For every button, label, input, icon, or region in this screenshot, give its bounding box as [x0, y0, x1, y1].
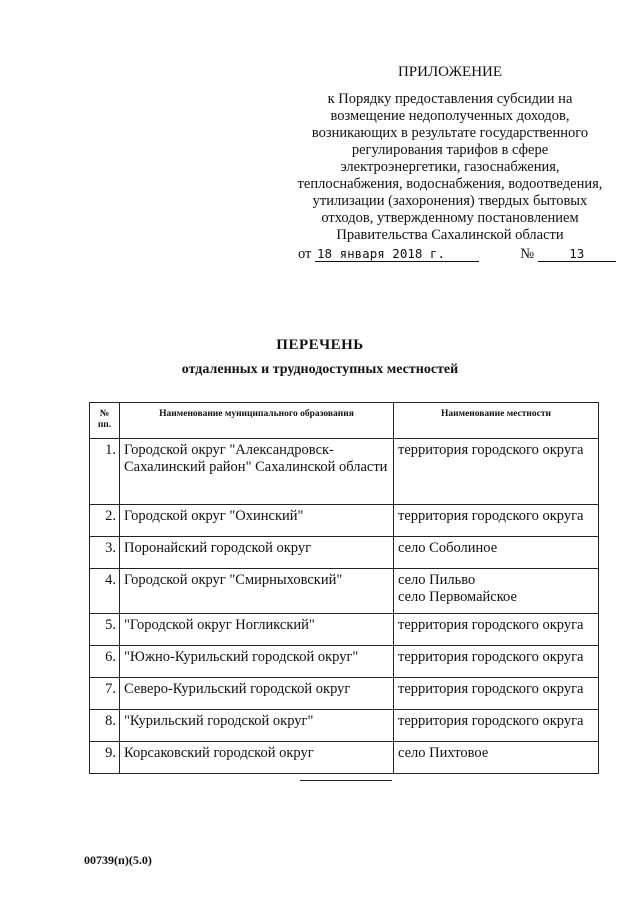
table-body [90, 439, 599, 774]
municipality-name: "Южно-Курильский городской округ" [120, 646, 394, 678]
row-number: 6. [90, 646, 120, 678]
row-number: 5. [90, 614, 120, 646]
municipality-name: Северо-Курильский городской округ [120, 678, 394, 710]
list-title: ПЕРЕЧЕНЬ [276, 337, 364, 353]
appendix-line: Правительства Сахалинской области [336, 227, 564, 243]
table-row [90, 537, 599, 569]
appendix-line: возмещение недополученных доходов, [330, 108, 570, 124]
locality-name: село Первомайское [398, 589, 517, 605]
appendix-block [280, 64, 620, 244]
municipality-name: Поронайский городской округ [120, 537, 394, 569]
table-row [90, 569, 599, 614]
appendix-line: к Порядку предоставления субсидии на [327, 91, 573, 107]
locality-name: территория городского округа [398, 617, 584, 633]
locality-cell [394, 646, 599, 678]
table-row [90, 614, 599, 646]
from-label: от [298, 246, 312, 262]
locality-name: территория городского округа [398, 713, 584, 729]
row-number: 4. [90, 569, 120, 614]
resolution-date: 18 января 2018 г. [315, 246, 479, 262]
row-number: 2. [90, 505, 120, 537]
row-number: 7. [90, 678, 120, 710]
appendix-title: ПРИЛОЖЕНИЕ [397, 64, 503, 80]
municipality-name: "Городской округ Ногликский" [120, 614, 394, 646]
locality-name: село Пихтовое [398, 745, 489, 761]
municipality-name: Городской округ "Александровск-Сахалинский район" Сахалинской области [120, 439, 394, 505]
table-row [90, 505, 599, 537]
appendix-line: электроэнергетики, газоснабжения, [340, 159, 560, 175]
header-municipality: Наименование муниципального образования [120, 403, 394, 439]
locality-name: территория городского округа [398, 442, 584, 458]
row-number: 8. [90, 710, 120, 742]
locality-name: село Пильво [398, 572, 476, 588]
appendix-line: регулирования тарифов в сфере [351, 142, 549, 158]
appendix-line: теплоснабжения, водоснабжения, водоотведения, [297, 176, 603, 192]
header-locality: Наименование местности [394, 403, 599, 439]
locality-cell [394, 678, 599, 710]
row-number: 1. [90, 439, 120, 505]
localities-table [89, 402, 599, 774]
number-label: № [520, 246, 535, 262]
table-row [90, 678, 599, 710]
table-row [90, 710, 599, 742]
appendix-line: отходов, утвержденному постановлением [321, 210, 579, 226]
list-subtitle: отдаленных и труднодоступных местностей [181, 362, 459, 377]
municipality-name: "Курильский городской округ" [120, 710, 394, 742]
table-header-row [90, 403, 599, 439]
row-number: 3. [90, 537, 120, 569]
municipality-name: Городской округ "Охинский" [120, 505, 394, 537]
resolution-number: 13 [538, 246, 616, 262]
locality-name: территория городского округа [398, 681, 584, 697]
header-num: № пп. [90, 403, 120, 439]
locality-cell [394, 569, 599, 614]
locality-name: село Соболиное [398, 540, 498, 556]
table-row [90, 742, 599, 774]
locality-cell [394, 537, 599, 569]
municipality-name: Корсаковский городской округ [120, 742, 394, 774]
locality-cell [394, 710, 599, 742]
locality-cell [394, 614, 599, 646]
document-code: 00739(п)(5.0) [84, 853, 152, 867]
row-number: 9. [90, 742, 120, 774]
end-rule [300, 780, 392, 781]
table-row [90, 646, 599, 678]
resolution-reference [298, 246, 616, 263]
locality-name: территория городского округа [398, 508, 584, 524]
locality-cell [394, 439, 599, 505]
locality-cell [394, 505, 599, 537]
municipality-name: Городской округ "Смирныховский" [120, 569, 394, 614]
appendix-line: утилизации (захоронения) твердых бытовых [312, 193, 588, 209]
table-row [90, 439, 599, 505]
locality-name: территория городского округа [398, 649, 584, 665]
locality-cell [394, 742, 599, 774]
appendix-line: возникающих в результате государственного [311, 125, 589, 141]
